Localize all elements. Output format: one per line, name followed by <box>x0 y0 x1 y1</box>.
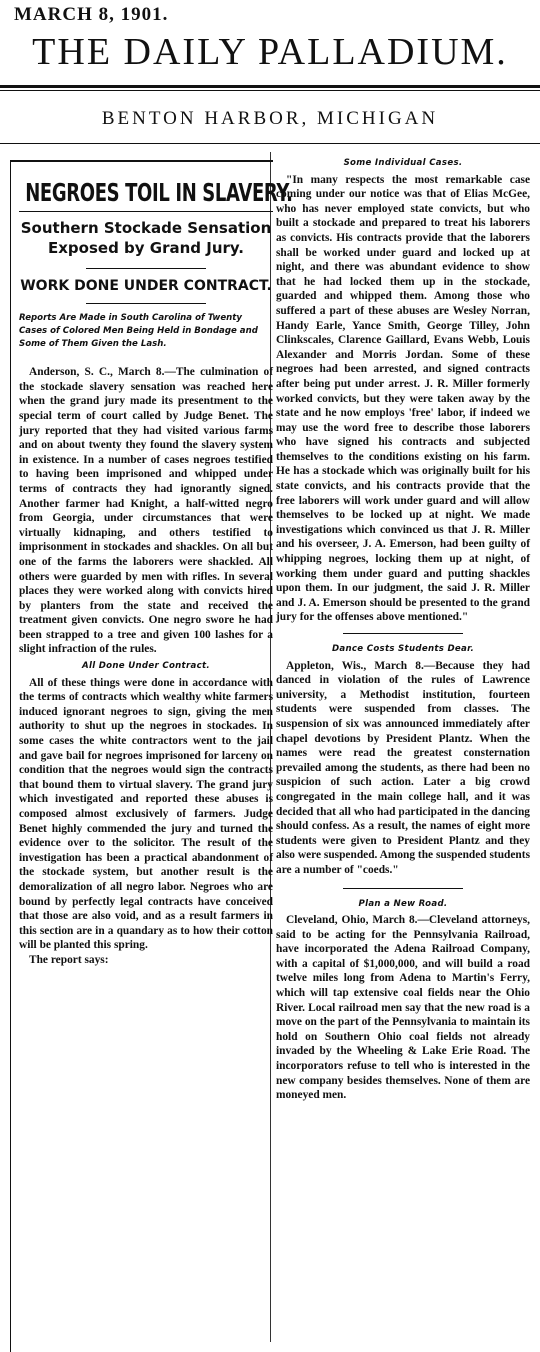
article-headline-dance: Dance Costs Students Dear. <box>331 644 475 654</box>
section-subhead: All Done Under Contract. <box>82 661 210 672</box>
location-rule <box>0 143 540 144</box>
article-subhead: Southern Stockade Sensation Exposed by Grand Jury. <box>20 218 272 257</box>
article-paragraph: "In many respects the most remarkable case coming under our notice was that of Elias McGee, who has never employed state convicts, but who built a stockade and prepared to treat his laborers as convicts. His contracts provide that the laborers shall be worked under guard and locked up at night, and there was abundant evidence to show that he had locked them up in the stockade, guarded and whipped them. Among those who suffered a part of these abuses are Wesley Norran, Handy Earle, Yance Smith, George Tilley, John Clinkscales, Clarence Gaillard, Evans Webb, Louis Alexander and Morris Jordan. Some of these negroes had been arrested, and signed contracts after being put under arrest. J. R. Miller formerly worked convicts, but they were taken away by the state and he now employs 'free' labor, if indeed we may use the word free to describe those laborers who have signed his contracts and subjected themselves to the conditions existing on his farm. He has a stockade which was originally built for his state convicts, and his contracts provide that the free laborers will work under guard and will allow themselves to be locked up at night. We made investigations which convinced us that J. R. Miller and his overseer, J. A. Emerson, had been guilty of whipping negroes, locking them up at night, of working them under guard and putting shackles upon them. In our judgment, the said J. R. Miller and J. A. Emerson should be presented to the grand jury for the offenses above mentioned." <box>276 173 530 624</box>
article-headline: NEGROES TOIL IN SLAVERY. <box>25 178 293 207</box>
masthead-title: THE DAILY PALLADIUM. <box>32 31 508 73</box>
subhead-rule-2 <box>86 303 206 304</box>
article-deck: Reports Are Made in South Carolina of Twenty Cases of Colored Men Being Held in Bondage and Some of Them Given the Lash. <box>19 313 258 350</box>
article-paragraph: All of these things were done in accordance with the terms of contracts which wealthy white farmers induced ignorant negroes to sign, giving the men authority to shut up the negroes in stockades. In some cases the white contractors went to the jail and gave bail for negroes imprisoned for larceny on condition that the negroes would sign the contracts that bound them to virtual slavery. The grand jury which investigated and reported these abuses is composed almost exclusively of farmers. Judge Benet highly commended the jury and turned the evidence over to the solicitor. The result of the investigation has been a practical abandonment of the stockade system, but another result is the demoralization of all negro labor. Negroes who are bound by perfectly legal contracts have conceived that those are also void, and as a result farmers in this section are in a quandary as to how their cotton will be planted this spring. <box>19 676 273 952</box>
right-column <box>276 160 530 1103</box>
location-line: BENTON HARBOR, MICHIGAN <box>101 108 439 129</box>
masthead-rule-bottom <box>0 90 540 91</box>
section-subhead: Some Individual Cases. <box>343 158 463 168</box>
subhead-rule <box>86 268 206 269</box>
article-paragraph: The report says: <box>29 953 109 966</box>
article-paragraph: Anderson, S. C., March 8.—The culmination of the stockade slavery sensation was reached here when the grand jury made its presentment to the special term of court called by Judge Benet. The jury reported that they had visited various farms and on about twenty they found the slavery system in existence. In a number of cases negroes testified to having been imprisoned and whipped under terms of contracts they had ignorantly signed. Another farmer had Knight, a half-witted negro from Georgia, under circumstances that were virtually kidnaping, and others testified to imprisonment in stockades and shackles. On all but one of the farms the laborers were shackled. All others were guarded by men with rifles. In several places they were worked along with convicts hired by planters from the state and received the treatment given convicts. One negro swore he had been strapped to a tree and given 100 lashes for a slight infraction of the rules. <box>19 366 273 656</box>
left-column <box>10 160 293 1352</box>
headline-rule <box>19 211 273 212</box>
masthead-date: MARCH 8, 1901. <box>14 4 169 25</box>
article-separator <box>343 888 463 889</box>
masthead-rule-top <box>0 85 540 88</box>
article-paragraph: Appleton, Wis., March 8.—Because they had danced in violation of the rules of Lawrence university, a Methodist institution, fourteen students were suspended from classes. The suspension of six was announced immediately after chapel devotions by President Plantz. When the names were read the greatest consternation prevailed among the students, as there had been no suspicion of such action. Later a big crowd congregated in the main college hall, and it was decided that all who had participated in the dancing should confess. As a result, the names of eight more students were given to President Plantz and they also were suspended. Among the suspended students are a number of "coeds." <box>276 659 530 876</box>
article-paragraph: Cleveland, Ohio, March 8.—Cleveland attorneys, said to be acting for the Pennsylvania Railroad, have incorporated the Adena Railroad Company, with a capital of $1,000,000, and will build a road twelve miles long from Adena to Martin's Ferry, which will tap extensive coal fields near the Ohio River. Local railroad men say that the new road is a move on the part of the Pennsylvania to maintain its hold on Southern Ohio coal fields not already invaded by the Wheeling & Lake Erie Road. The incorporators refuse to tell who is interested in the new company besides themselves. None of them are moneyed men. <box>276 914 530 1102</box>
article-subhead-2: WORK DONE UNDER CONTRACT. <box>20 277 272 294</box>
article-headline-road: Plan a New Road. <box>358 898 448 909</box>
article-separator <box>343 633 463 634</box>
